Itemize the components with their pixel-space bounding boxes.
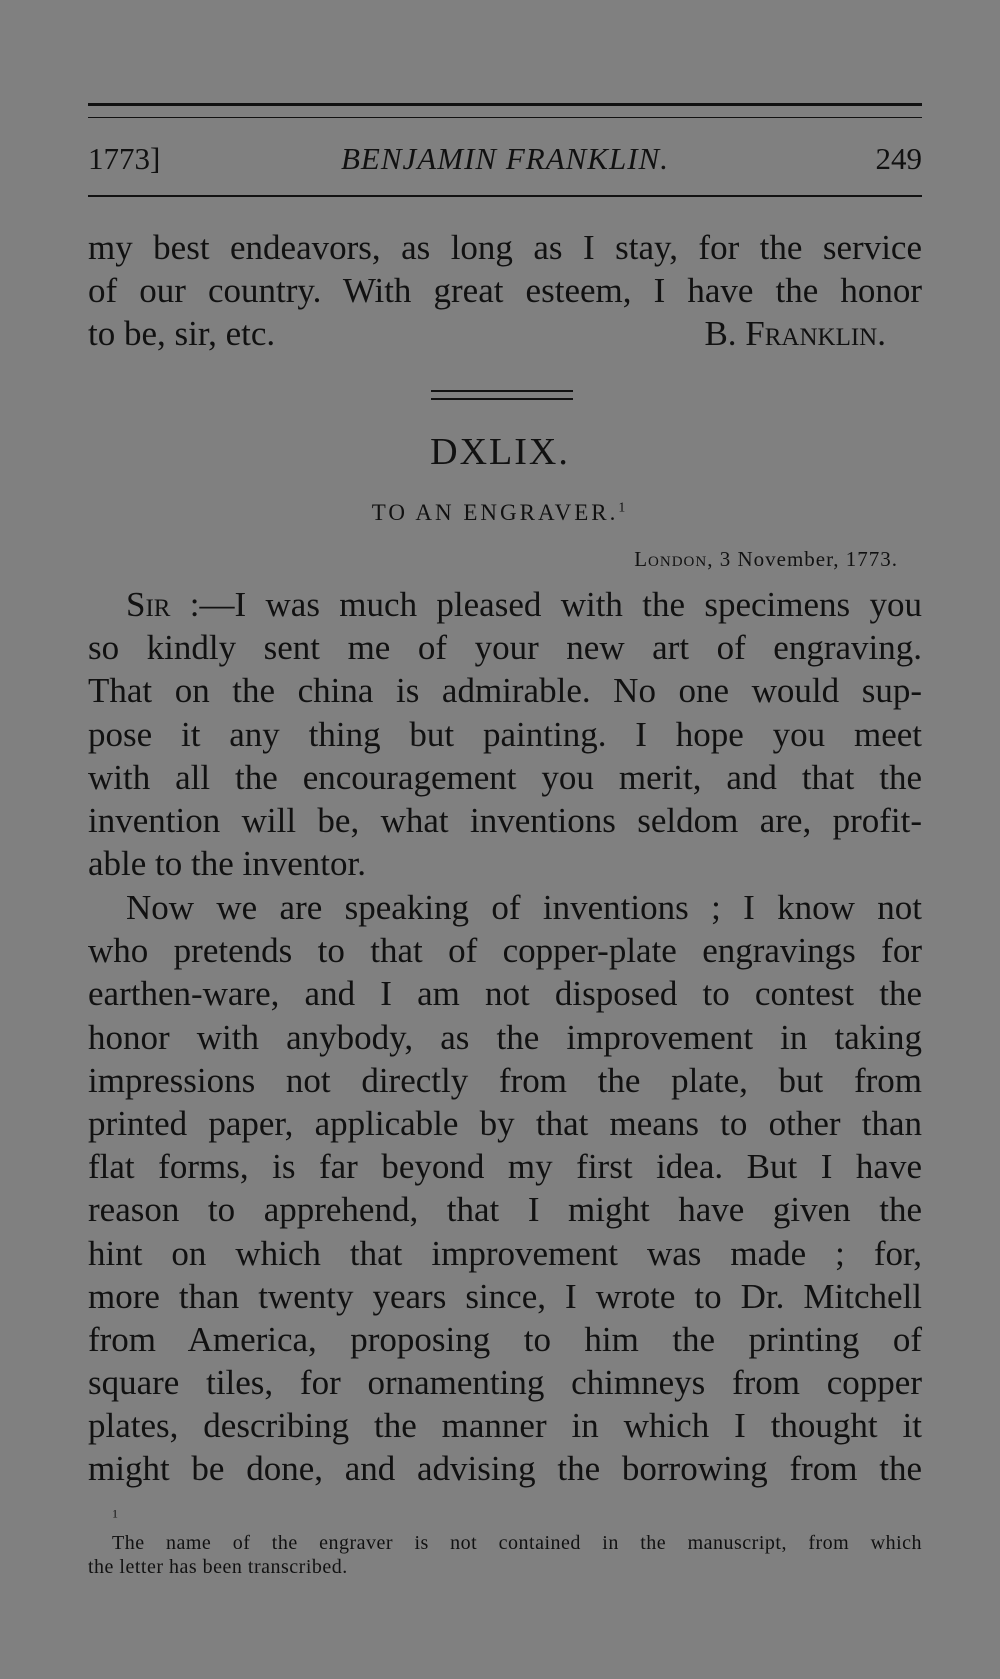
text-line: who pretends to that of copper-plate engravings for — [88, 931, 922, 971]
letter-title-text: TO AN ENGRAVER. — [371, 500, 619, 525]
text-line: invention will be, what inventions seldom are, profit- — [88, 800, 922, 840]
text-line: hint on which that improvement was made ; for, — [88, 1233, 922, 1273]
text-line: more than twenty years since, I wrote to Dr. Mitchell — [88, 1276, 922, 1316]
page-number: 249 — [875, 141, 922, 176]
footnote-mark: 1 — [112, 1506, 119, 1521]
text-line: Now we are speaking of inventions ; I know not — [126, 888, 922, 927]
header-year: 1773] — [88, 141, 161, 176]
text-line: That on the china is admirable. No one would sup- — [88, 671, 922, 711]
text-line: square tiles, for ornamenting chimneys from copper — [88, 1363, 922, 1403]
header-title: BENJAMIN FRANKLIN. — [341, 141, 669, 176]
text-line: flat forms, is far beyond my first idea. But I have — [88, 1147, 922, 1187]
text-line: my best endeavors, as long as I stay, for the service — [88, 228, 922, 267]
text-line: of our country. With great esteem, I have the honor — [88, 271, 922, 311]
paragraph-2 — [88, 886, 922, 1491]
dateline — [634, 547, 898, 572]
text-line: with all the encouragement you merit, and that the — [88, 757, 922, 797]
text-fragment: :—I was much pleased with the specimens you — [170, 585, 922, 624]
text-line: printed paper, applicable by that means to other than — [88, 1103, 922, 1143]
paragraph-1 — [88, 583, 922, 885]
text-line: from America, proposing to him the printing of — [88, 1319, 922, 1359]
letter-title — [0, 500, 1000, 526]
text-line: reason to apprehend, that I might have given the — [88, 1190, 922, 1230]
signature: B. Franklin. — [704, 314, 886, 354]
header-rule — [88, 195, 922, 197]
footnote-line — [88, 1507, 922, 1555]
date-place: London, — [634, 547, 714, 571]
footnote-line: the letter has been transcribed. — [88, 1556, 348, 1578]
text-line: honor with anybody, as the improvement in taking — [88, 1017, 922, 1057]
running-header — [88, 141, 922, 181]
salutation: Sir — [126, 585, 171, 624]
text-line: pose it any thing but painting. I hope you meet — [88, 714, 922, 754]
top-rule-thick — [88, 103, 922, 106]
text-line: plates, describing the manner in which I thought it — [88, 1406, 922, 1446]
text-line: so kindly sent me of your new art of engraving. — [88, 628, 922, 668]
footnote — [88, 1507, 922, 1579]
footnote-reference: 1 — [618, 499, 629, 515]
text-line: earthen-ware, and I am not disposed to contest the — [88, 974, 922, 1014]
footnote-text: The name of the engraver is not contained in the manuscript, from which — [112, 1532, 922, 1554]
text-line: impressions not directly from the plate, but from — [88, 1060, 922, 1100]
closing-paragraph — [88, 226, 922, 356]
date-text: 3 November, 1773. — [713, 547, 898, 571]
text-line — [88, 583, 922, 626]
letter-number: DXLIX. — [430, 431, 570, 473]
text-line — [88, 312, 922, 355]
top-rule-thin — [88, 117, 922, 118]
text-line: might be done, and advising the borrowing from the — [88, 1449, 922, 1489]
closing-text: to be, sir, etc. — [88, 314, 276, 354]
text-line: able to the inventor. — [88, 844, 366, 884]
